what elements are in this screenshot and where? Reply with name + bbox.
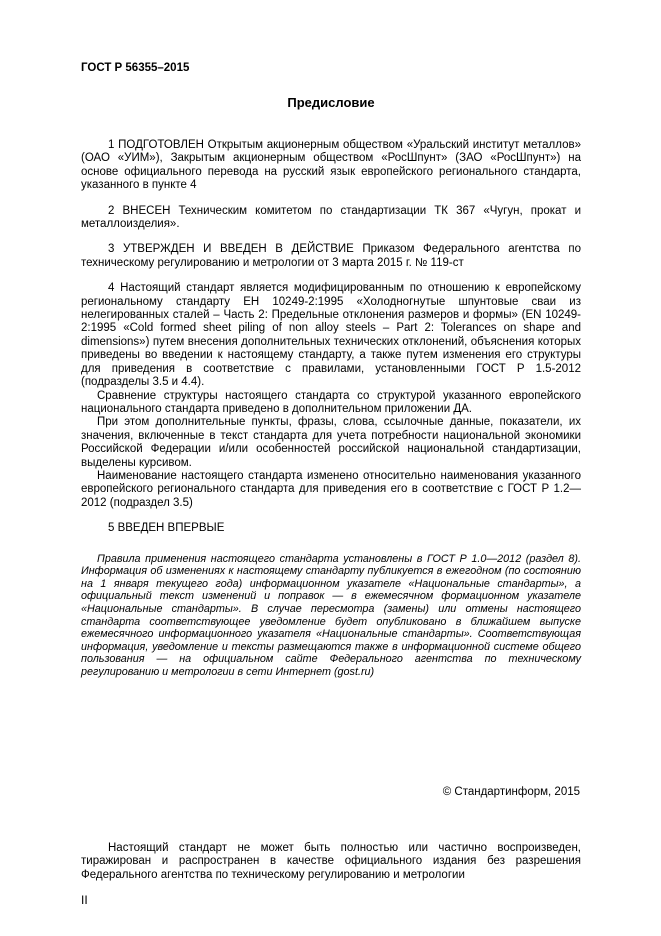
foreword-item-4-continued-naming: Наименование настоящего стандарта изменено относительно наименования указанного европейского регионального стандарта для приведения его в соответствие с ГОСТ Р 1.2—2012 (подраздел 3.5) xyxy=(81,469,581,509)
foreword-item-4-continued-italic-items: При этом дополнительные пункты, фразы, слова, ссылочные данные, показатели, их значения, включенные в текст стандарта для учета потребности национальной экономики Российской Федерации и/или особенностей российской национальной стандартизации, выделены курсивом. xyxy=(81,416,581,469)
copyright-line: © Стандартинформ, 2015 xyxy=(442,786,580,798)
page-title: Предисловие xyxy=(287,95,375,110)
application-rules-note: Правила применения настоящего стандарта установлены в ГОСТ Р 1.0—2012 (раздел 8). Информация об изменениях к настоящему стандарту публикуется в ежегодном (по состоянию на 1 января текущего года) информационном указателе «Национальные стандарты», а официальный текст изменений и поправок — в ежемесячном формационном указателе «Национальные стандарты». В случае пересмотра (замены) или отмены настоящего стандарта соответствующее уведомление будет опубликовано в ближайшем выпуске ежемесячного информационного указателя «Национальные стандарты». Соответствующая информация, уведомление и тексты размещаются также в информационной системе общего пользования — на официальном сайте Федерального агентства по техническому регулированию и метрологии в сети Интернет (gost.ru) xyxy=(81,552,581,678)
document-page xyxy=(81,62,581,679)
foreword-item-4: 4 Настоящий стандарт является модифицированным по отношению к европейскому региональному стандарту ЕН 10249-2:1995 «Холодногнутые шпунтовые сваи из нелегированных сталей – Часть 2: Предельные отклонения размеров и формы» (EN 10249-2:1995 «Cold formed sheet piling of non alloy steels – Part 2: Tolerances on shape and dimensions») путем внесения дополнительных технических отклонений, объяснения которых приведены во введении к настоящему стандарту, а также путем изменения его структуры для приведения в соответствие с правилами, установленными ГОСТ Р 1.5-2012 (подразделы 3.5 и 4.4). xyxy=(81,282,581,389)
foreword-item-3: 3 УТВЕРЖДЕН И ВВЕДЕН В ДЕЙСТВИЕ Приказом Федерального агентства по техническому регулированию и метрологии от 3 марта 2015 г. № 119-ст xyxy=(81,243,581,269)
foreword-item-5: 5 ВВЕДЕН ВПЕРВЫЕ xyxy=(108,522,225,535)
foreword-item-4-continued-structure: Сравнение структуры настоящего стандарта со структурой указанного европейского национального стандарта приведено в дополнительном приложении ДА. xyxy=(81,389,581,415)
foreword-body xyxy=(81,139,581,679)
page-number: II xyxy=(81,893,88,907)
foreword-item-2: 2 ВНЕСЕН Техническим комитетом по стандартизации ТК 367 «Чугун, прокат и металлоизделия». xyxy=(81,204,581,231)
reproduction-restriction-notice: Настоящий стандарт не может быть полностью или частично воспроизведен, тиражирован и распространен в качестве официального издания без разрешения Федерального агентства по техническому регулированию и метрологии xyxy=(81,842,581,881)
document-code: ГОСТ Р 56355–2015 xyxy=(81,62,190,74)
foreword-item-1: 1 ПОДГОТОВЛЕН Открытым акционерным обществом «Уральский институт металлов» (ОАО «УИМ»), Закрытым акционерным обществом «РосШпунт» (ЗАО «РосШпунт») на основе официального перевода на русский язык европейского регионального стандарта, указанного в пункте 4 xyxy=(81,139,581,192)
